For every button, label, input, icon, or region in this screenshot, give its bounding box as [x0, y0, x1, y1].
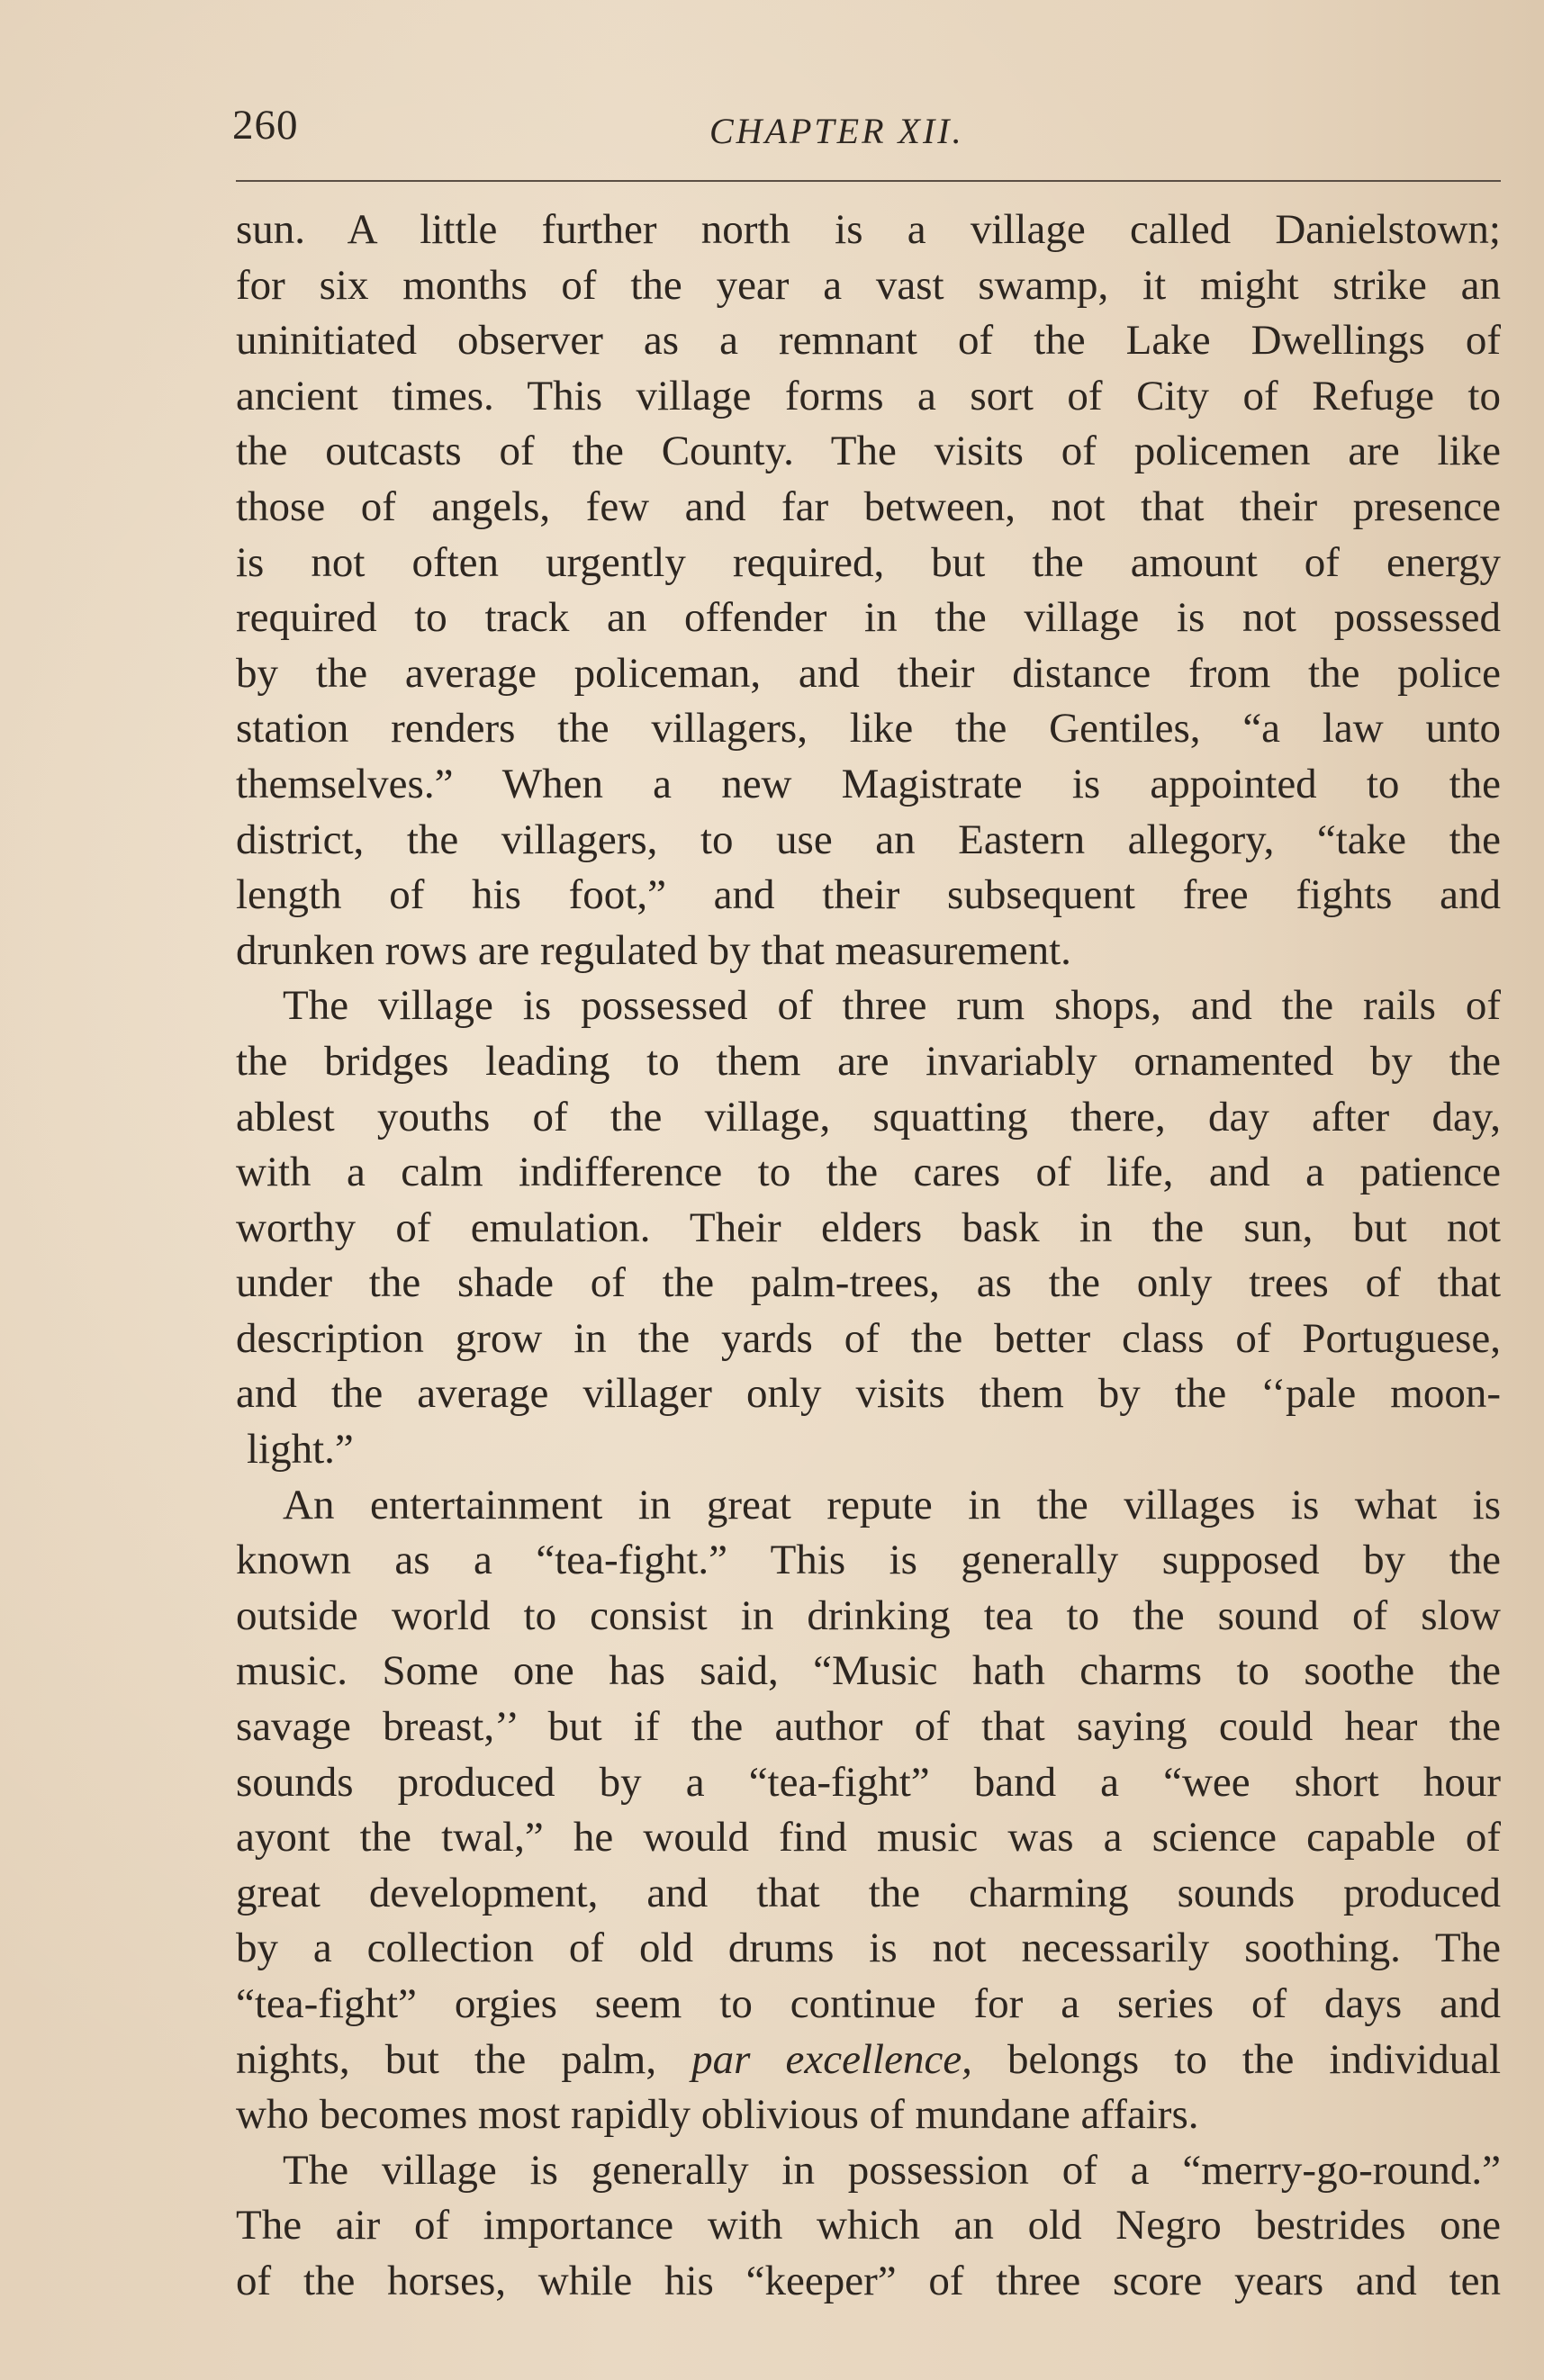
text-line: district, the villagers, to use an Eastern allegory, “take the: [236, 816, 1501, 863]
text-line: and the average villager only visits them by the ‘‘pale moon-: [236, 1370, 1501, 1418]
text-line: outside world to consist in drinking tea to the sound of slow: [236, 1591, 1501, 1639]
text-line: who becomes most rapidly oblivious of mundane affairs.: [236, 2091, 1199, 2139]
text-line: great development, and that the charming sounds produced: [236, 1869, 1501, 1916]
header-rule: [236, 180, 1501, 182]
page-number: 260: [232, 102, 299, 149]
text-line: required to track an offender in the village is not possessed: [236, 594, 1501, 642]
text-line: themselves.” When a new Magistrate is appointed to the: [236, 760, 1501, 807]
text-line: station renders the villagers, like the Gentiles, “a law unto: [236, 705, 1501, 753]
body-text: [236, 203, 1501, 2310]
text-line: sounds produced by a “tea-fight” band a “wee short hour: [236, 1758, 1501, 1806]
text-line: known as a “tea-fight.” This is generally supposed by the: [236, 1537, 1501, 1584]
text-line: for six months of the year a vast swamp, it might strike an: [236, 261, 1501, 309]
text-line: worthy of emulation. Their elders bask in the sun, but not: [236, 1204, 1501, 1251]
text-line: by the average policeman, and their distance from the police: [236, 649, 1501, 697]
text-line-with-italic: [236, 2033, 1501, 2088]
text-line: “tea-fight” orgies seem to continue for a series of days and: [236, 1980, 1501, 2027]
text-line: sun. A little further north is a village called Danielstown;: [236, 206, 1501, 253]
text-line: the bridges leading to them are invariably ornamented by the: [236, 1037, 1501, 1085]
running-head: CHAPTER XII.: [709, 111, 964, 151]
text-line: is not often urgently required, but the amount of energy: [236, 538, 1501, 586]
italic-phrase: par excellence,: [691, 2035, 972, 2083]
text-line: light.”: [247, 1426, 354, 1474]
text-line: with a calm indifference to the cares of life, and a patience: [236, 1149, 1501, 1196]
text-line: the outcasts of the County. The visits of policemen are like: [236, 428, 1501, 475]
text-segment: belongs to the individual: [1007, 2035, 1501, 2083]
text-line: ablest youths of the village, squatting there, day after day,: [236, 1093, 1501, 1140]
text-line: under the shade of the palm-trees, as the only trees of that: [236, 1259, 1501, 1307]
text-line: savage breast,’’ but if the author of that saying could hear the: [236, 1703, 1501, 1751]
text-line: music. Some one has said, “Music hath charms to soothe the: [236, 1647, 1501, 1695]
text-segment: nights, but the palm,: [236, 2035, 657, 2083]
text-line: length of his foot,” and their subsequent free fights and: [236, 871, 1501, 919]
text-line: The village is generally in possession of a “merry-go-round.”: [283, 2146, 1501, 2194]
page-header: [232, 101, 1502, 164]
text-line: The air of importance with which an old Negro bestrides one: [236, 2202, 1501, 2249]
text-line: description grow in the yards of the better class of Portuguese,: [236, 1314, 1501, 1362]
text-line: drunken rows are regulated by that measurement.: [236, 926, 1071, 974]
text-line: The village is possessed of three rum shops, and the rails of: [283, 982, 1501, 1030]
text-line: by a collection of old drums is not necessarily soothing. The: [236, 1925, 1501, 1972]
text-line: An entertainment in great repute in the villages is what is: [283, 1481, 1501, 1528]
text-line: ayont the twal,” he would find music was a science capable of: [236, 1814, 1501, 1862]
text-line: ancient times. This village forms a sort of City of Refuge to: [236, 372, 1501, 419]
text-line: those of angels, few and far between, not that their presence: [236, 482, 1501, 530]
text-line: uninitiated observer as a remnant of the Lake Dwellings of: [236, 317, 1501, 365]
text-line: of the horses, while his “keeper” of three score years and ten: [236, 2257, 1501, 2304]
